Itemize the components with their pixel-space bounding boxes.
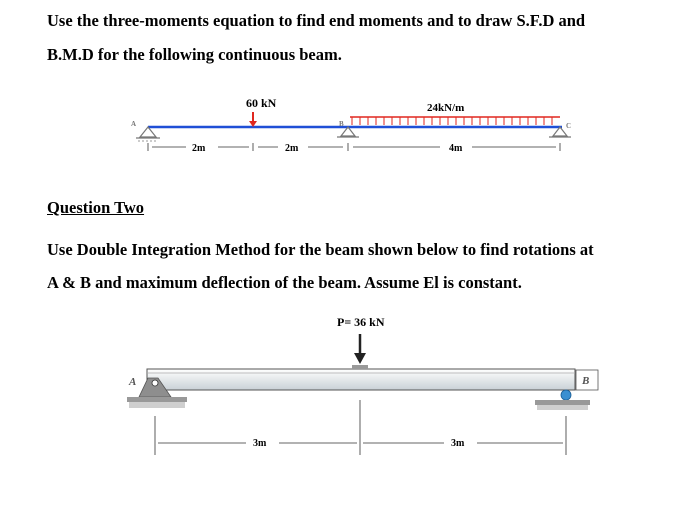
support-a-label: A	[131, 120, 137, 128]
beam2-dimension-line	[155, 400, 566, 455]
simple-beam	[147, 369, 575, 390]
dim-label-3m-right: 3m	[451, 438, 465, 449]
question-two-line-1: Use Double Integration Method for the beam shown below to find rotations at	[47, 240, 594, 259]
dim-label-4m: 4m	[449, 143, 463, 154]
dim-label-2m-first: 2m	[192, 143, 206, 154]
question-one-line-2: B.M.D for the following continuous beam.	[47, 45, 342, 64]
label-b: B	[582, 375, 590, 387]
support-c-label: C	[566, 122, 572, 130]
question-two-line-2: A & B and maximum deflection of the beam. Assume El is constant.	[47, 273, 522, 292]
support-b-label: B	[339, 120, 344, 128]
dim-label-3m-left: 3m	[253, 438, 267, 449]
question-two-heading: Question Two	[47, 198, 145, 217]
point-load-label: 60 kN	[246, 96, 277, 110]
load-p-arrow	[352, 334, 368, 369]
question-one-line-1: Use the three-moments equation to find end moments and to draw S.F.D and	[47, 11, 586, 30]
load-p-label: P= 36 kN	[337, 315, 385, 329]
dim-label-2m-second: 2m	[285, 143, 299, 154]
distributed-load-label: 24kN/m	[427, 102, 465, 114]
support-b-roller-2	[535, 390, 590, 410]
label-a: A	[129, 376, 137, 388]
